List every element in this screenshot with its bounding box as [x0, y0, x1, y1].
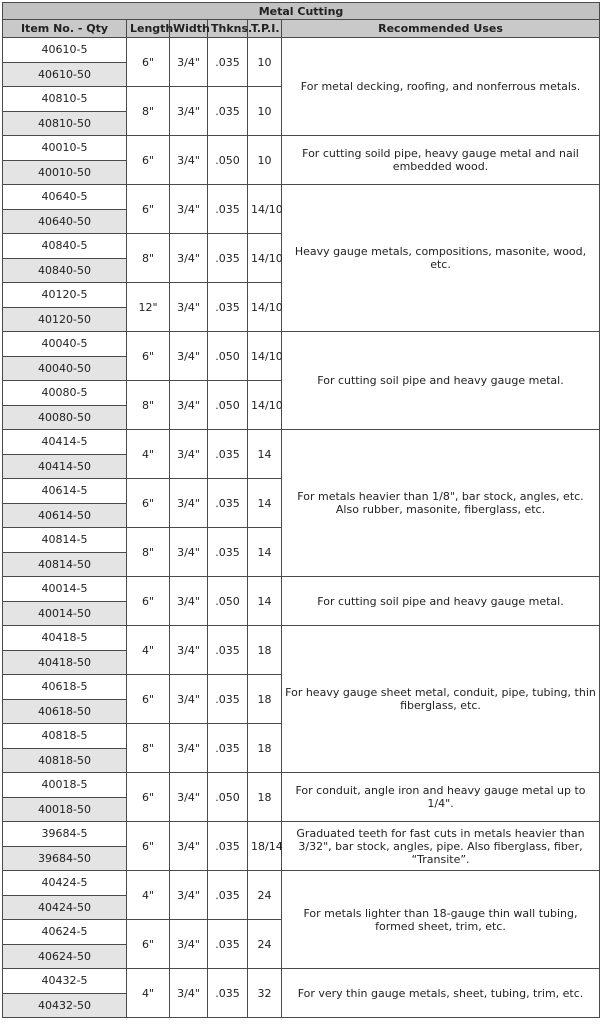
header-thickness: Thkns. [208, 20, 248, 38]
item-number-cell: 40640-50 [3, 209, 127, 234]
tpi-cell: 24 [248, 871, 282, 920]
length-cell: 6" [127, 577, 170, 626]
item-number-cell: 40610-5 [3, 38, 127, 63]
item-number-cell: 40810-5 [3, 87, 127, 112]
tpi-cell: 18 [248, 626, 282, 675]
item-number-cell: 40418-5 [3, 626, 127, 651]
item-number-cell: 40010-50 [3, 160, 127, 185]
table-row [3, 38, 600, 63]
thickness-cell: .035 [208, 626, 248, 675]
item-number-cell: 40018-50 [3, 797, 127, 822]
item-number-cell: 40818-50 [3, 748, 127, 773]
item-number-cell: 40010-5 [3, 136, 127, 161]
item-number-cell: 40640-5 [3, 185, 127, 210]
table-row [3, 577, 600, 602]
width-cell: 3/4" [170, 528, 208, 577]
length-cell: 6" [127, 136, 170, 185]
tpi-cell: 18 [248, 724, 282, 773]
item-number-cell: 40432-5 [3, 969, 127, 994]
item-number-cell: 40614-50 [3, 503, 127, 528]
tpi-cell: 14/10 [248, 283, 282, 332]
width-cell: 3/4" [170, 822, 208, 871]
thickness-cell: .035 [208, 871, 248, 920]
tpi-cell: 24 [248, 920, 282, 969]
table-row [3, 822, 600, 847]
table-row [3, 332, 600, 357]
tpi-cell: 32 [248, 969, 282, 1018]
tpi-cell: 14 [248, 577, 282, 626]
length-cell: 6" [127, 332, 170, 381]
tpi-cell: 14 [248, 430, 282, 479]
table-body [3, 38, 600, 1018]
table-row [3, 185, 600, 210]
table-row [3, 871, 600, 896]
table-row [3, 626, 600, 651]
thickness-cell: .035 [208, 283, 248, 332]
width-cell: 3/4" [170, 969, 208, 1018]
tpi-cell: 10 [248, 136, 282, 185]
width-cell: 3/4" [170, 626, 208, 675]
recommended-uses-cell: For conduit, angle iron and heavy gauge metal up to 1/4". [282, 773, 600, 822]
tpi-cell: 18 [248, 773, 282, 822]
item-number-cell: 40120-50 [3, 307, 127, 332]
metal-cutting-table [2, 2, 600, 1018]
length-cell: 6" [127, 38, 170, 87]
table-row [3, 773, 600, 798]
tpi-cell: 14 [248, 528, 282, 577]
table-row [3, 430, 600, 455]
length-cell: 8" [127, 724, 170, 773]
length-cell: 4" [127, 969, 170, 1018]
item-number-cell: 40624-50 [3, 944, 127, 969]
width-cell: 3/4" [170, 332, 208, 381]
width-cell: 3/4" [170, 479, 208, 528]
header-width: Width [170, 20, 208, 38]
recommended-uses-cell: For cutting soil pipe and heavy gauge metal. [282, 577, 600, 626]
thickness-cell: .035 [208, 920, 248, 969]
item-number-cell: 40810-50 [3, 111, 127, 136]
thickness-cell: .035 [208, 724, 248, 773]
table-row [3, 136, 600, 161]
length-cell: 8" [127, 234, 170, 283]
item-number-cell: 39684-50 [3, 846, 127, 871]
width-cell: 3/4" [170, 920, 208, 969]
length-cell: 4" [127, 871, 170, 920]
tpi-cell: 10 [248, 87, 282, 136]
length-cell: 6" [127, 773, 170, 822]
thickness-cell: .050 [208, 577, 248, 626]
recommended-uses-cell: Graduated teeth for fast cuts in metals heavier than 3/32", bar stock, angles, pipe. Also fiberglass, fiber, “Transite”. [282, 822, 600, 871]
item-number-cell: 39684-5 [3, 822, 127, 847]
tpi-cell: 14/10 [248, 185, 282, 234]
item-number-cell: 40614-5 [3, 479, 127, 504]
width-cell: 3/4" [170, 381, 208, 430]
thickness-cell: .035 [208, 38, 248, 87]
width-cell: 3/4" [170, 87, 208, 136]
tpi-cell: 14 [248, 479, 282, 528]
tpi-cell: 18/14 [248, 822, 282, 871]
width-cell: 3/4" [170, 283, 208, 332]
length-cell: 6" [127, 185, 170, 234]
recommended-uses-cell: For very thin gauge metals, sheet, tubing, trim, etc. [282, 969, 600, 1018]
item-number-cell: 40814-50 [3, 552, 127, 577]
recommended-uses-cell: For metal decking, roofing, and nonferrous metals. [282, 38, 600, 136]
length-cell: 8" [127, 87, 170, 136]
item-number-cell: 40018-5 [3, 773, 127, 798]
header-item-qty: Item No. - Qty [3, 20, 127, 38]
recommended-uses-cell: For metals lighter than 18-gauge thin wall tubing, formed sheet, trim, etc. [282, 871, 600, 969]
width-cell: 3/4" [170, 675, 208, 724]
recommended-uses-cell: For cutting soil pipe and heavy gauge metal. [282, 332, 600, 430]
tpi-cell: 10 [248, 38, 282, 87]
tpi-cell: 14/10 [248, 381, 282, 430]
item-number-cell: 40080-50 [3, 405, 127, 430]
tpi-cell: 14/10 [248, 234, 282, 283]
length-cell: 6" [127, 822, 170, 871]
item-number-cell: 40120-5 [3, 283, 127, 308]
thickness-cell: .035 [208, 528, 248, 577]
recommended-uses-cell: Heavy gauge metals, compositions, masonite, wood, etc. [282, 185, 600, 332]
length-cell: 12" [127, 283, 170, 332]
length-cell: 8" [127, 528, 170, 577]
recommended-uses-cell: For heavy gauge sheet metal, conduit, pipe, tubing, thin fiberglass, etc. [282, 626, 600, 773]
width-cell: 3/4" [170, 724, 208, 773]
table-row [3, 969, 600, 994]
item-number-cell: 40618-50 [3, 699, 127, 724]
width-cell: 3/4" [170, 871, 208, 920]
tpi-cell: 14/10 [248, 332, 282, 381]
length-cell: 4" [127, 626, 170, 675]
item-number-cell: 40040-5 [3, 332, 127, 357]
item-number-cell: 40424-5 [3, 871, 127, 896]
thickness-cell: .035 [208, 822, 248, 871]
thickness-cell: .050 [208, 136, 248, 185]
thickness-cell: .050 [208, 332, 248, 381]
length-cell: 8" [127, 381, 170, 430]
item-number-cell: 40014-5 [3, 577, 127, 602]
item-number-cell: 40618-5 [3, 675, 127, 700]
thickness-cell: .050 [208, 773, 248, 822]
width-cell: 3/4" [170, 234, 208, 283]
width-cell: 3/4" [170, 185, 208, 234]
thickness-cell: .035 [208, 87, 248, 136]
thickness-cell: .035 [208, 185, 248, 234]
item-number-cell: 40040-50 [3, 356, 127, 381]
thickness-cell: .050 [208, 381, 248, 430]
width-cell: 3/4" [170, 38, 208, 87]
width-cell: 3/4" [170, 577, 208, 626]
item-number-cell: 40080-5 [3, 381, 127, 406]
header-recommended-uses: Recommended Uses [282, 20, 600, 38]
tpi-cell: 18 [248, 675, 282, 724]
item-number-cell: 40432-50 [3, 993, 127, 1018]
item-number-cell: 40624-5 [3, 920, 127, 945]
width-cell: 3/4" [170, 773, 208, 822]
item-number-cell: 40424-50 [3, 895, 127, 920]
thickness-cell: .035 [208, 479, 248, 528]
header-tpi: T.P.I. [248, 20, 282, 38]
thickness-cell: .035 [208, 675, 248, 724]
item-number-cell: 40610-50 [3, 62, 127, 87]
item-number-cell: 40014-50 [3, 601, 127, 626]
thickness-cell: .035 [208, 234, 248, 283]
item-number-cell: 40414-50 [3, 454, 127, 479]
item-number-cell: 40818-5 [3, 724, 127, 749]
width-cell: 3/4" [170, 136, 208, 185]
length-cell: 4" [127, 430, 170, 479]
table-title: Metal Cutting [3, 3, 600, 20]
item-number-cell: 40840-5 [3, 234, 127, 259]
header-length: Length [127, 20, 170, 38]
thickness-cell: .035 [208, 430, 248, 479]
width-cell: 3/4" [170, 430, 208, 479]
item-number-cell: 40840-50 [3, 258, 127, 283]
length-cell: 6" [127, 479, 170, 528]
recommended-uses-cell: For metals heavier than 1/8", bar stock, angles, etc. Also rubber, masonite, fiberglass, etc. [282, 430, 600, 577]
length-cell: 6" [127, 920, 170, 969]
recommended-uses-cell: For cutting soild pipe, heavy gauge metal and nail embedded wood. [282, 136, 600, 185]
item-number-cell: 40414-5 [3, 430, 127, 455]
item-number-cell: 40814-5 [3, 528, 127, 553]
thickness-cell: .035 [208, 969, 248, 1018]
item-number-cell: 40418-50 [3, 650, 127, 675]
length-cell: 6" [127, 675, 170, 724]
